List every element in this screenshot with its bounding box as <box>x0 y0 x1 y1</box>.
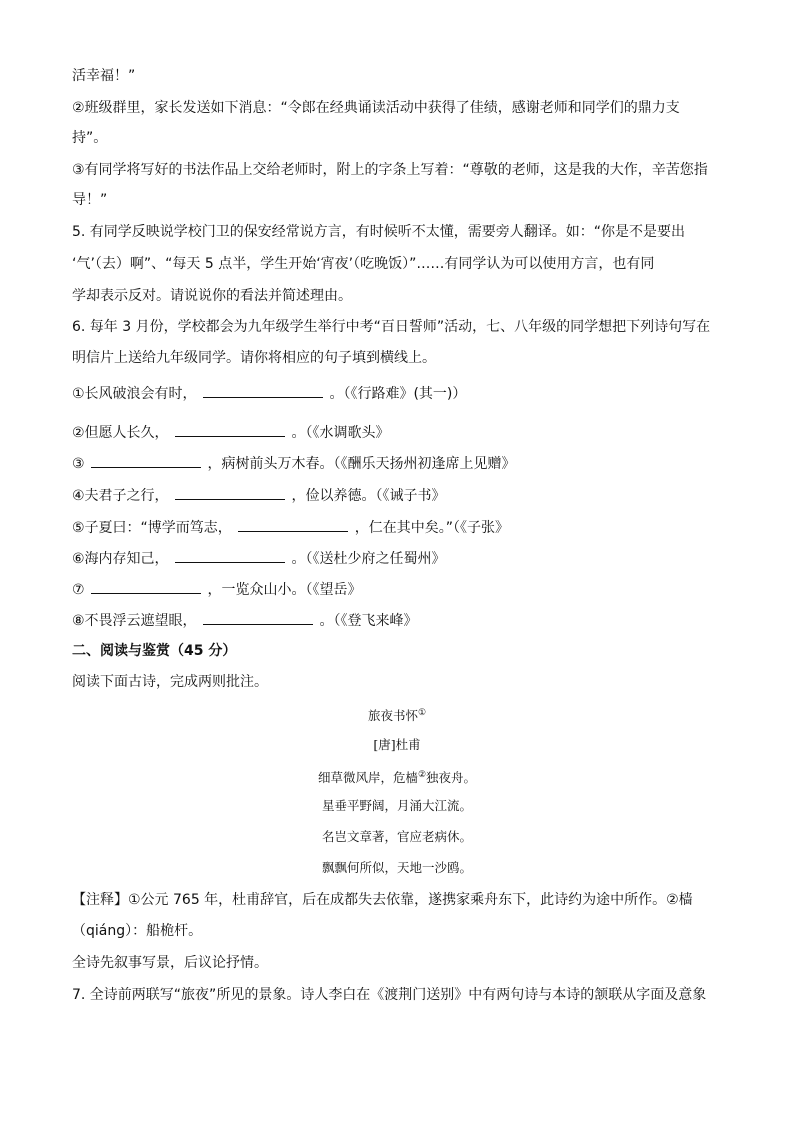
fill-text: 。（《水调歌头》 <box>291 425 390 441</box>
answer-blank[interactable] <box>91 578 201 594</box>
text-line: 导！” <box>72 192 108 208</box>
fill-text: ，病树前头万木春。（《酬乐天扬州初逢席上见赠》 <box>207 456 516 472</box>
question-5: 5. 有同学反映说学校门卫的保安经常说方言，有时候听不太懂，需要旁人翻译。如：“你是不是要出 <box>72 224 686 240</box>
fill-text: ②但愿人长久， <box>72 425 169 441</box>
section-heading: 二、阅读与鉴赏（45 分） <box>72 643 237 659</box>
fill-item-3 <box>72 452 515 474</box>
answer-blank[interactable] <box>175 421 285 437</box>
fill-text: 。（《行路难》(其一)） <box>329 386 467 402</box>
text-line: 学却表示反对。请说说你的看法并简述理由。 <box>72 288 352 304</box>
text-line: 全诗先叙事写景，后议论抒情。 <box>72 955 268 971</box>
annotation-note: （qiáng）：船桅杆。 <box>72 923 203 939</box>
text-line: ③有同学将写好的书法作品上交给老师时，附上的字条上写着：“尊敬的老师，这是我的大作，辛苦您指 <box>72 162 708 178</box>
fill-text: ，仁在其中矣。”（《子张》 <box>354 520 509 536</box>
fill-text: ，一览众山小。（《望岳》 <box>207 582 362 598</box>
fill-text: ，俭以养德。（《诫子书》 <box>291 488 446 504</box>
poem-text: 独夜舟。 <box>426 770 477 786</box>
answer-blank[interactable] <box>203 609 313 625</box>
poem-title <box>0 704 794 725</box>
question-6: 6. 每年 3 月份，学校都会为九年级学生举行中考“百日誓师”活动，七、八年级的同学想把下列诗句写在 <box>72 319 711 335</box>
answer-blank[interactable] <box>203 382 323 398</box>
text-line: 活幸福！” <box>72 68 136 84</box>
fill-item-7 <box>72 578 361 600</box>
footnote-marker: ① <box>417 708 427 718</box>
answer-blank[interactable] <box>175 484 285 500</box>
fill-item-2 <box>72 421 389 443</box>
poem-title-text: 旅夜书怀 <box>367 708 418 724</box>
fill-text: ⑧不畏浮云遮望眼， <box>72 613 197 629</box>
footnote-marker: ② <box>417 770 427 780</box>
fill-item-6 <box>72 547 445 569</box>
fill-text: ①长风破浪会有时， <box>72 386 197 402</box>
poem-line: 飘飘何所似，天地一沙鸥。 <box>321 860 472 875</box>
fill-text: ③ <box>72 456 85 472</box>
question-7: 7. 全诗前两联写“旅夜”所见的景象。诗人李白在《渡荆门送别》中有两句诗与本诗的颔联从字面及意象 <box>72 987 707 1003</box>
fill-text: ⑦ <box>72 582 85 598</box>
fill-item-4 <box>72 484 445 506</box>
fill-text: ⑥海内存知己， <box>72 551 169 567</box>
poem-line: 名岂文章著，官应老病休。 <box>321 829 472 844</box>
answer-blank[interactable] <box>175 547 285 563</box>
section-intro: 阅读下面古诗，完成两则批注。 <box>72 674 268 690</box>
poem-author: [唐]杜甫 <box>373 737 421 752</box>
text-line: ‘气’（去）啊”、“每天 5 点半，学生开始‘宵夜’（吃晚饭）”……有同学认为可以使用方言，也有同 <box>72 256 655 272</box>
fill-item-1 <box>72 382 466 404</box>
text-line: ②班级群里，家长发送如下消息：“令郎在经典诵读活动中获得了佳绩，感谢老师和同学们的鼎力支 <box>72 100 680 116</box>
text-line: 持”。 <box>72 130 108 146</box>
poem-line <box>0 766 794 787</box>
fill-text: 。（《登飞来峰》 <box>319 613 418 629</box>
poem-text: 细草微风岸，危樯 <box>317 770 418 786</box>
poem-line: 星垂平野阔，月涌大江流。 <box>321 798 472 813</box>
answer-blank[interactable] <box>238 516 348 532</box>
annotation-note: 【注释】①公元 765 年，杜甫辞官，后在成都失去依靠，遂携家乘舟东下，此诗约为途中所作。②樯 <box>72 892 693 908</box>
fill-text: ④夫君子之行， <box>72 488 169 504</box>
answer-blank[interactable] <box>91 452 201 468</box>
fill-item-8 <box>72 609 417 631</box>
text-line: 明信片上送给九年级同学。请你将相应的句子填到横线上。 <box>72 350 436 366</box>
fill-text: 。（《送杜少府之任蜀州》 <box>291 551 446 567</box>
fill-text: ⑤子夏曰：“博学而笃志， <box>72 520 232 536</box>
fill-item-5 <box>72 516 509 538</box>
